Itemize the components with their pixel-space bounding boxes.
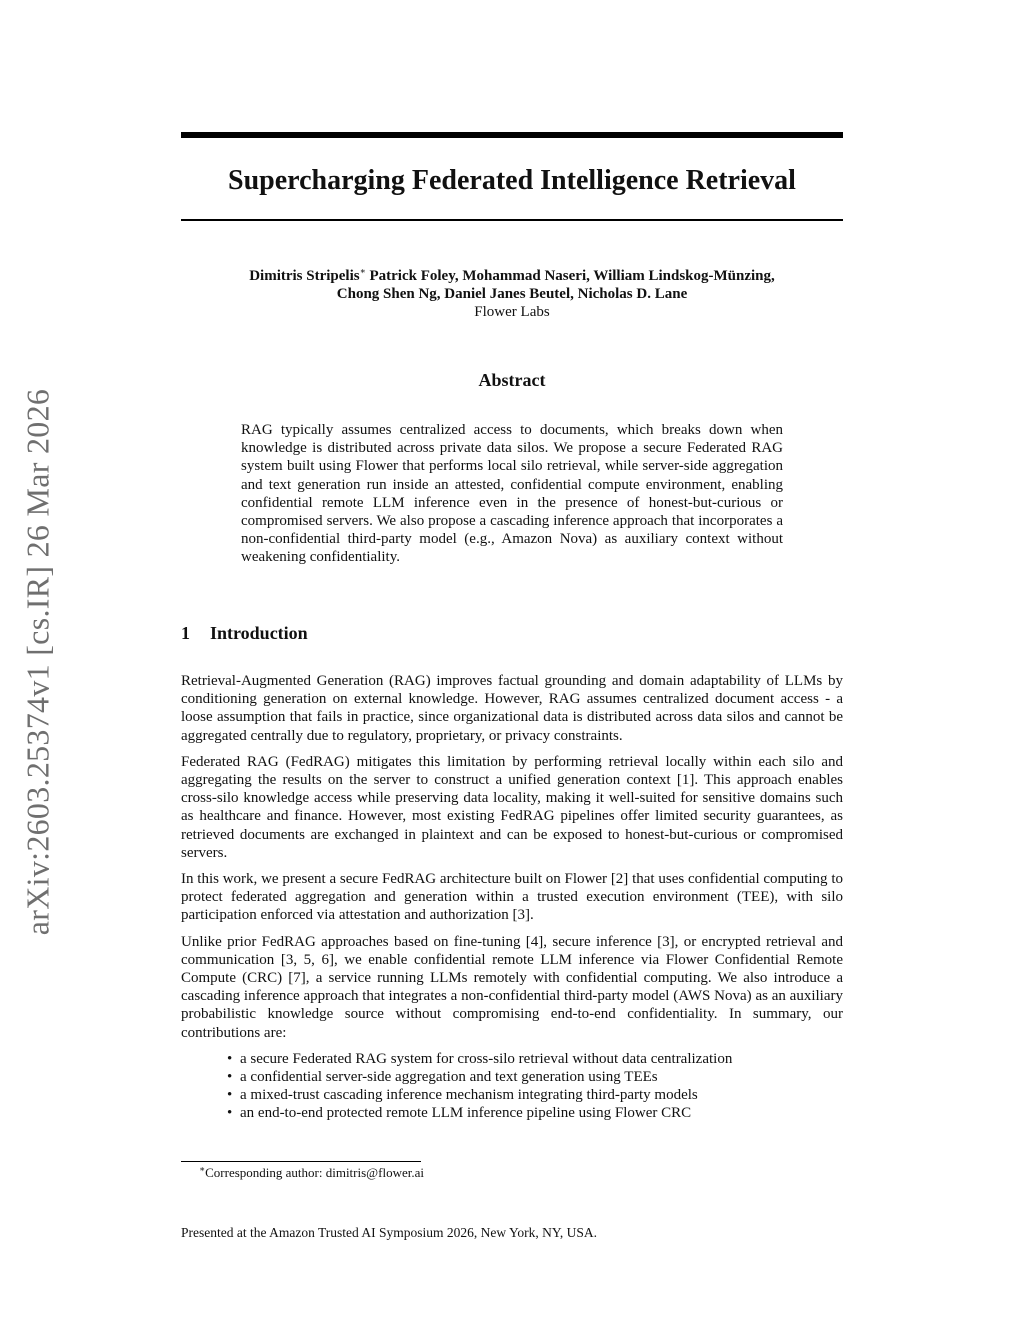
intro-paragraph-4: Unlike prior FedRAG approaches based on fine-tuning [4], secure inference [3], or encrypted retrieval and communication [3, 5, 6], we enable confidential remote LLM inference via Flower Confidential Remote Compute (CRC) [7], a service running LLMs remotely with confidential computing. We also introduce a cascading inference approach that integrates a non-confidential third-party model (AWS Nova) as an auxiliary probabilistic knowledge source without compromising end-to-end confidentiality. In summary, our contributions are: — [181, 933, 843, 1041]
abstract-heading: Abstract — [478, 370, 546, 390]
section-title: Introduction — [210, 623, 308, 643]
author-line-2: Chong Shen Ng, Daniel Janes Beutel, Nicholas D. Lane — [336, 286, 688, 302]
title-top-rule — [181, 132, 843, 138]
section-heading — [181, 623, 308, 644]
author-line-1 — [181, 267, 843, 285]
corresponding-marker: ∗ — [359, 266, 366, 276]
section-number: 1 — [181, 623, 190, 643]
intro-paragraph-2: Federated RAG (FedRAG) mitigates this limitation by performing retrieval locally within each silo and aggregating the results on the server to construct a unified generation context [1]. This approach enables cross-silo knowledge access while preserving data locality, making it well-suited for sensitive domains such as healthcare and finance. However, most existing FedRAG pipelines offer limited security guarantees, as retrieved documents are exchanged in plaintext and can be exposed to honest-but-curious or compromised servers. — [181, 753, 843, 861]
bullet-icon: • — [227, 1087, 233, 1104]
bullet-icon: • — [227, 1069, 233, 1086]
list-item — [227, 1068, 843, 1086]
author-block — [181, 267, 843, 321]
abstract-text: RAG typically assumes centralized access to documents, which breaks down when knowledge is distributed across private data silos. We propose a secure Federated RAG system built using Flower that performs local silo retrieval, while server-side aggregation and text generation run inside an attested, confidential compute environment, enabling confidential remote LLM inference even in the presence of honest-but-curious or compromised servers. We also propose a cascading inference approach that incorporates a non-confidential third-party model (e.g., Amazon Nova) as auxiliary context without weakening confidentiality. — [241, 422, 783, 566]
bullet-icon: • — [227, 1105, 233, 1122]
list-item — [227, 1104, 843, 1122]
contribution-text: a secure Federated RAG system for cross-silo retrieval without data centralization — [240, 1050, 733, 1067]
contributions-list — [181, 1050, 843, 1123]
list-item — [227, 1050, 843, 1068]
title-bottom-rule — [181, 219, 843, 221]
intro-paragraph-1: Retrieval-Augmented Generation (RAG) improves factual grounding and domain adaptability of LLMs by conditioning generation on external knowledge. However, RAG assumes centralized document access - a loose assumption that fails in practice, since organizational data is distributed across data silos and cannot be aggregated centrally due to regulatory, proprietary, or privacy constraints. — [181, 673, 843, 744]
contribution-text: a confidential server-side aggregation and text generation using TEEs — [240, 1069, 658, 1086]
affiliation: Flower Labs — [474, 304, 550, 320]
footnote-rule — [181, 1161, 421, 1162]
footnote-marker: ∗ — [199, 1164, 206, 1174]
contribution-text: an end-to-end protected remote LLM inference pipeline using Flower CRC — [240, 1105, 692, 1122]
intro-paragraph-3: In this work, we present a secure FedRAG architecture built on Flower [2] that uses confidential computing to protect federated aggregation and generation within a trusted execution environment (TEE), with silo participation enforced via attestation and authorization [3]. — [181, 871, 843, 924]
list-item — [227, 1086, 843, 1104]
contribution-text: a mixed-trust cascading inference mechanism integrating third-party models — [240, 1087, 698, 1104]
footnote-text: Corresponding author: dimitris@flower.ai — [205, 1165, 424, 1180]
arxiv-identifier-stamp: arXiv:2603.25374v1 [cs.IR] 26 Mar 2026 — [19, 388, 56, 936]
bullet-icon: • — [227, 1050, 233, 1067]
author-line-1-rest: Patrick Foley, Mohammad Naseri, William Lindskog-Münzing, — [365, 268, 775, 284]
paper-title: Supercharging Federated Intelligence Retrieval — [228, 165, 796, 196]
venue-note: Presented at the Amazon Trusted AI Symposium 2026, New York, NY, USA. — [181, 1225, 598, 1240]
author-first: Dimitris Stripelis — [249, 268, 360, 284]
introduction-body — [181, 672, 843, 1123]
footnote — [199, 1165, 424, 1181]
